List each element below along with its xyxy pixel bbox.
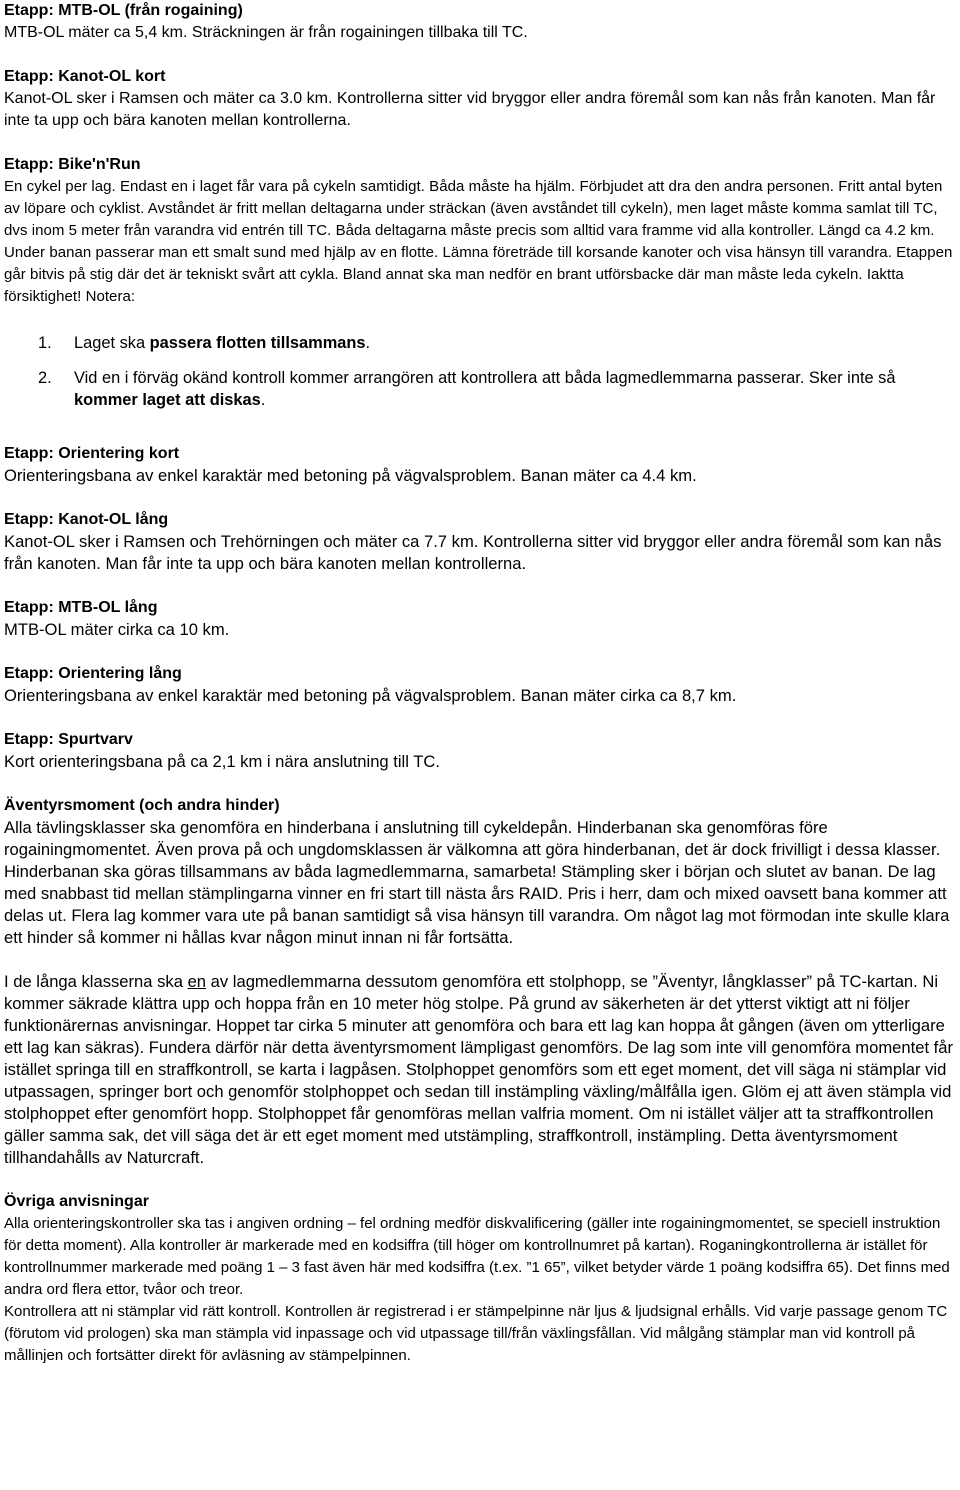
rule-bold-text: passera flotten tillsammans xyxy=(149,334,366,352)
rule-text: Vid en i förväg okänd kontroll kommer arrangören att kontrollera att båda lagmedlemmarna passerar. Sker inte så xyxy=(74,369,896,387)
rule-item xyxy=(4,367,956,411)
rule-item xyxy=(4,332,956,354)
adventure-long-post: av lagmedlemmarna dessutom genomföra ett stolphopp, se ”Äventyr, långklasser” på TC-kartan. Ni kommer säkrade klättra upp och hoppa från en 10 meter hög stolpe. På grund av säkerheten är det ytterst viktigt att ni följer funktionärernas anvisningar. Hoppet tar cirka 5 minuter att genomföra och bara ett lag kan hoppa åt gången (även om ytterligare ett lag kan säkras). Fundera därför när detta äventyrsmoment lämpligast genomförs. De lag som inte vill genomföra momentet får istället springa till en straffkontroll, se karta i lagpåsen. Stolphoppet genomförs som ett eget moment, det vill säga ni stämplar vid utpassagen, springer bort och genomför stolphoppet och sedan till instämpling växling/målfålla igen. Glöm ej att även stämpla vid stolphoppet efter genomfört hopp. Stolphoppet får genomföras mellan valfria moment. Om ni istället väljer att ta straffkontrollen gäller samma sak, det vill säga det är ett eget moment med utstämpling, straffkontroll, instämpling. Detta äventyrsmoment tillhandahålls av Naturcraft. xyxy=(4,972,954,1167)
section-text-adventure-long xyxy=(4,971,956,1169)
section-text-other-2: Kontrollera att ni stämplar vid rätt kontroll. Kontrollen är registrerad i er stämpelpinne när ljus & ljudsignal erhålls. Vid varje passage genom TC (förutom vid prologen) ska man stämpla vid inpassage och vid utpassage till/från växlingsfållan. Vid målgång stämplar man vid kontroll på mållinjen och fortsätter direkt för avläsning av stämpelpinnen. xyxy=(4,1303,948,1364)
section-heading-canoe-short: Etapp: Kanot-OL kort xyxy=(4,68,166,85)
section-heading-mtb-short: Etapp: MTB-OL (från rogaining) xyxy=(4,2,243,19)
rule-number: 1. xyxy=(38,334,52,352)
section-heading-other: Övriga anvisningar xyxy=(4,1193,149,1210)
section-heading-adventure: Äventyrsmoment (och andra hinder) xyxy=(4,797,280,814)
section-heading-mtb-long: Etapp: MTB-OL lång xyxy=(4,599,158,616)
section-heading-canoe-long: Etapp: Kanot-OL lång xyxy=(4,511,169,528)
bike-run-rules-list xyxy=(4,332,956,411)
rule-number: 2. xyxy=(38,369,52,387)
section-text-sprint: Kort orienteringsbana på ca 2,1 km i nära anslutning till TC. xyxy=(4,752,440,771)
section-text-orienteering-short: Orienteringsbana av enkel karaktär med betoning på vägvalsproblem. Banan mäter ca 4.4 km. xyxy=(4,466,697,485)
adventure-long-pre: I de långa klasserna ska xyxy=(4,972,188,991)
adventure-long-underlined: en xyxy=(187,972,207,991)
section-heading-bike-run: Etapp: Bike'n'Run xyxy=(4,156,141,173)
section-text-adventure: Alla tävlingsklasser ska genomföra en hinderbana i anslutning till cykeldepån. Hinderbanan ska genomföras före rogainingmomentet. Även prova på och ungdomsklassen är välkomna att göra hinderbanan, det är dock frivilligt i dessa klasser. Hinderbanan ska göras tillsammans av båda lagmedlemmarna, samarbeta! Stämpling sker i början och slutet av banan. De lag med snabbast tid mellan stämplingarna vinner en fri start till nästa års RAID. Pris i herr, dam och mixed oavsett bana kommer att delas ut. Flera lag kommer vara ute på banan samtidigt så visa hänsyn till varandra. Om något lag mot förmodan inte skulle klara ett hinder så kommer ni hållas kvar någon minut innan ni får fortsätta. xyxy=(4,818,950,947)
document-page xyxy=(4,0,956,1367)
section-text-bike-run: En cykel per lag. Endast en i laget får vara på cykeln samtidigt. Båda måste ha hjälm. Förbjudet att dra den andra personen. Fritt antal byten av löpare och cyklist. Avståndet är fritt mellan deltagarna under sträckan (även avståndet till cykeln), men laget måste komma samlat till TC, dvs inom 5 meter från varandra vid entrén till TC. Båda deltagarna måste precis som alltid vara framme vid alla kontroller. Längd ca 4.2 km. Under banan passerar man ett smalt sund med hjälp av en flotte. Lämna företräde till korsande kanoter och visa hänsyn till varandra. Etappen går bitvis på stig där det är tekniskt svårt att cykla. Bland annat ska man nedför en brant utförsbacke där man måste leda cykeln. Iaktta försiktighet! Notera: xyxy=(4,178,953,305)
rule-text: Laget ska xyxy=(74,334,150,352)
section-text-mtb-long: MTB-OL mäter cirka ca 10 km. xyxy=(4,620,230,639)
section-heading-sprint: Etapp: Spurtvarv xyxy=(4,731,133,748)
section-heading-orienteering-long: Etapp: Orientering lång xyxy=(4,665,182,682)
rule-end: . xyxy=(260,391,266,409)
section-text-canoe-short: Kanot-OL sker i Ramsen och mäter ca 3.0 km. Kontrollerna sitter vid bryggor eller andra föremål som kan nås från kanoten. Man får inte ta upp och bära kanoten mellan kontrollerna. xyxy=(4,90,936,129)
section-text-other: Alla orienteringskontroller ska tas i angiven ordning – fel ordning medför diskvalificering (gäller inte rogainingmomentet, se speciell instruktion för detta moment). Alla kontroller är markerade med en kodsiffra (till höger om kontrollnumret på kartan). Roganingkontrollerna är istället för kontrollnummer markerade med poäng 1 – 3 fast även här med kodsiffra (t.ex. ”1 65”, vilket betyder värde 1 poäng kodsiffra 65). Det finns med andra ord flera ettor, tvåor och treor. xyxy=(4,1215,950,1298)
section-text-orienteering-long: Orienteringsbana av enkel karaktär med betoning på vägvalsproblem. Banan mäter cirka ca 8,7 km. xyxy=(4,686,737,705)
section-heading-orienteering-short: Etapp: Orientering kort xyxy=(4,445,180,462)
section-text-canoe-long: Kanot-OL sker i Ramsen och Trehörningen och mäter ca 7.7 km. Kontrollerna sitter vid bryggor eller andra föremål som kan nås från kanoten. Man får inte ta upp och bära kanoten mellan kontrollerna. xyxy=(4,532,942,573)
rule-end: . xyxy=(365,334,371,352)
section-text-mtb-short: MTB-OL mäter ca 5,4 km. Sträckningen är från rogainingen tillbaka till TC. xyxy=(4,24,528,41)
rule-bold-text: kommer laget att diskas xyxy=(74,391,261,409)
